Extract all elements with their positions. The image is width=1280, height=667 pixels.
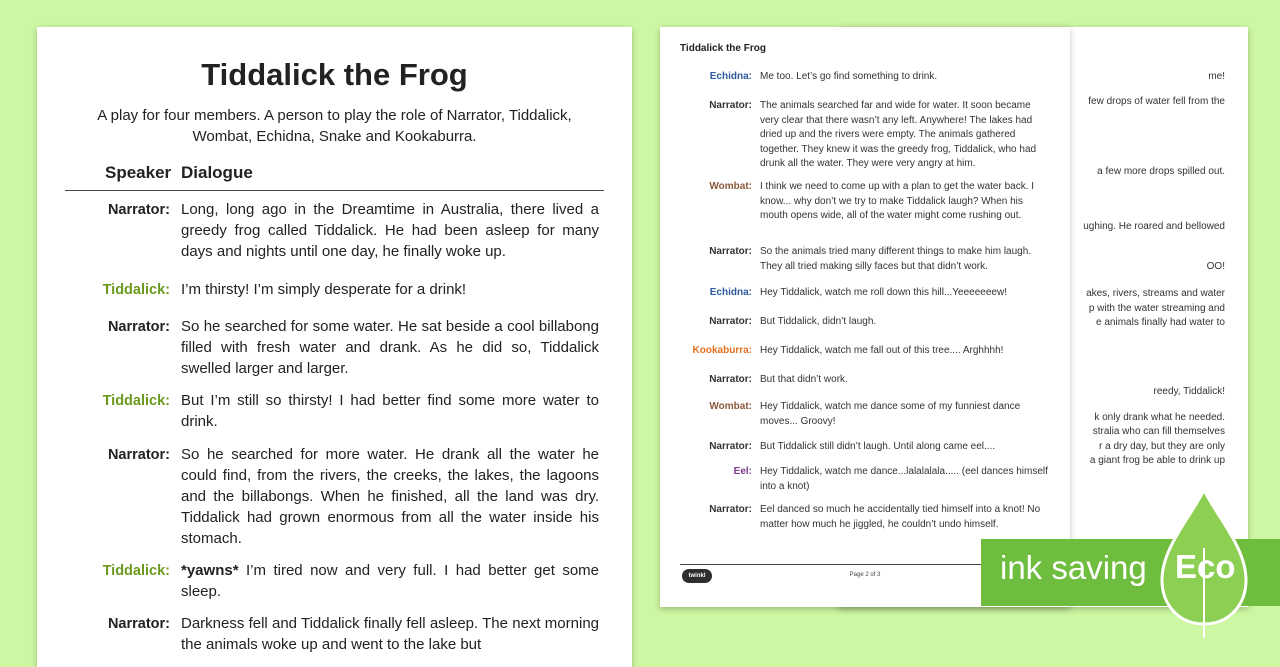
dialogue-text: But that didn’t work.: [760, 374, 848, 385]
dialogue-text: Darkness fell and Tiddalick finally fell asleep. The next morning the animals woke up and went to the lake but: [181, 615, 599, 653]
dialogue-text: Hey Tiddalick, watch me dance some of my funniest dance moves... Groovy!: [760, 401, 1021, 427]
ink-saving-label: ink saving: [1000, 549, 1147, 586]
text-line: k only drank what he needed.: [1094, 412, 1225, 423]
eco-label: Eco: [1175, 548, 1236, 585]
dialogue-text: But I’m still so thirsty! I had better find some more water to drink.: [181, 392, 599, 430]
speaker-label: Narrator:: [107, 447, 170, 463]
dialogue-column-header: Dialogue: [181, 163, 253, 182]
text-line: p with the water streaming and: [1088, 303, 1225, 314]
speaker-label: Narrator:: [709, 100, 752, 111]
text-line: ughing. He roared and bellowed: [1083, 221, 1225, 232]
speaker-label: Echidna:: [709, 287, 752, 298]
text-line: few drops of water fell from the: [1088, 96, 1225, 107]
dialogue-row: [660, 503, 1070, 532]
dialogue-text: But Tiddalick, didn’t laugh.: [760, 316, 877, 327]
speaker-label: Wombat:: [709, 181, 752, 192]
dialogue-text: So he searched for more water. He drank all the water he could find, from the rivers, the creeks, the lakes, the lagoons and the billabongs. When he finished, all the land was dry. Tiddalick had grown enormous from all the water inside his stomach.: [181, 446, 599, 547]
dialogue-row: [37, 444, 632, 549]
page-1: [37, 27, 632, 667]
dialogue-text: I think we need to come up with a plan to get the water back. I know... why don’t we try to make Tiddalick laugh? When his mouth opens wide, all of the water might come rushing out.: [760, 181, 1035, 221]
speaker-label: Eel:: [733, 466, 752, 477]
dialogue-text: Long, long ago in the Dreamtime in Australia, there lived a greedy frog called Tiddalick. He had been asleep for many days and nights until one day, he finally woke up.: [181, 201, 599, 260]
dialogue-text: [181, 560, 599, 602]
speaker-label: Narrator:: [107, 202, 170, 218]
speaker-label: Wombat:: [709, 401, 752, 412]
dialogue-text: So he searched for some water. He sat beside a cool billabong filled with fresh water and drank. As he did so, Tiddalick swelled larger and larger.: [181, 318, 599, 377]
dialogue-row: [660, 344, 1070, 359]
speaker-label: Narrator:: [107, 616, 170, 632]
text-line: a giant frog be able to drink up: [1089, 455, 1225, 466]
dialogue-row: [37, 390, 632, 432]
dialogue-row: [660, 440, 1070, 455]
text-line: r a dry day, but they are only: [1099, 441, 1225, 452]
speaker-label: Tiddalick:: [102, 563, 170, 579]
speaker-label: Echidna:: [709, 71, 752, 82]
dialogue-row: [660, 70, 1070, 85]
dialogue-row: [660, 373, 1070, 388]
speaker-label: Narrator:: [709, 441, 752, 452]
speaker-label: Tiddalick:: [102, 282, 170, 298]
dialogue-row: [660, 400, 1070, 429]
dialogue-text: Eel danced so much he accidentally tied himself into a knot! No matter how much he jiggled, he couldn’t undo himself.: [760, 504, 1041, 530]
dialogue-row: [660, 286, 1070, 301]
dialogue-row: [660, 99, 1070, 172]
speaker-label: Narrator:: [709, 316, 752, 327]
dialogue-text: Hey Tiddalick, watch me fall out of this tree.... Arghhhh!: [760, 345, 1004, 356]
document-title: Tiddalick the Frog: [201, 57, 468, 92]
dialogue-text: But Tiddalick still didn’t laugh. Until along came eel....: [760, 441, 996, 452]
twinkl-logo: twinkl: [682, 569, 712, 583]
page-header-title: Tiddalick the Frog: [680, 43, 766, 54]
page-2: [660, 27, 1070, 607]
text-line: OO!: [1206, 261, 1225, 272]
speaker-label: Kookaburra:: [692, 345, 752, 356]
dialogue-row: [37, 199, 632, 262]
dialogue-row: [660, 245, 1070, 274]
dialogue-row: [37, 316, 632, 379]
dialogue-text-rest: I’m tired now and very full. I had better get some sleep.: [181, 562, 599, 600]
dialogue-text: I’m thirsty! I’m simply desperate for a drink!: [181, 281, 467, 298]
dialogue-text: Hey Tiddalick, watch me dance...lalalalala..... (eel dances himself into a knot): [760, 466, 1048, 492]
intro-text: A play for four members. A person to play the role of Narrator, Tiddalick, Wombat, Echidna, Snake and Kookaburra.: [97, 107, 572, 145]
dialogue-text: The animals searched far and wide for water. It soon became very clear that there wasn’t any left. Anywhere! The lakes had dried up and the rivers were empty. The animals gathered together. They knew it was the greedy frog, Tiddalick, who had drunk all the water. They were very angry at him.: [760, 100, 1037, 169]
speaker-label: Tiddalick:: [102, 393, 170, 409]
text-line: a few more drops spilled out.: [1097, 166, 1225, 177]
dialogue-row: [660, 315, 1070, 330]
dialogue-row: [37, 560, 632, 602]
speaker-column-header: Speaker: [105, 163, 172, 182]
speaker-label: Narrator:: [709, 374, 752, 385]
dialogue-row: [37, 279, 632, 301]
text-line: akes, rivers, streams and water: [1086, 288, 1225, 299]
dialogue-text: Hey Tiddalick, watch me roll down this hill...Yeeeeeeew!: [760, 287, 1007, 298]
speaker-label: Narrator:: [709, 246, 752, 257]
stage-direction: *yawns*: [181, 562, 239, 579]
header-divider: [65, 190, 604, 191]
dialogue-text: So the animals tried many different things to make him laugh. They all tried making silly faces but that didn’t work.: [760, 246, 1032, 272]
text-line: e animals finally had water to: [1096, 317, 1225, 328]
text-line: stralia who can fill themselves: [1092, 426, 1225, 437]
speaker-label: Narrator:: [107, 319, 170, 335]
text-line: reedy, Tiddalick!: [1153, 386, 1225, 397]
speaker-label: Narrator:: [709, 504, 752, 515]
dialogue-text: Me too. Let’s go find something to drink.: [760, 71, 938, 82]
dialogue-row: [660, 465, 1070, 494]
dialogue-row: [660, 180, 1070, 224]
text-line: me!: [1208, 71, 1225, 82]
page-number: Page 2 of 3: [849, 572, 881, 578]
dialogue-row: [37, 613, 632, 655]
